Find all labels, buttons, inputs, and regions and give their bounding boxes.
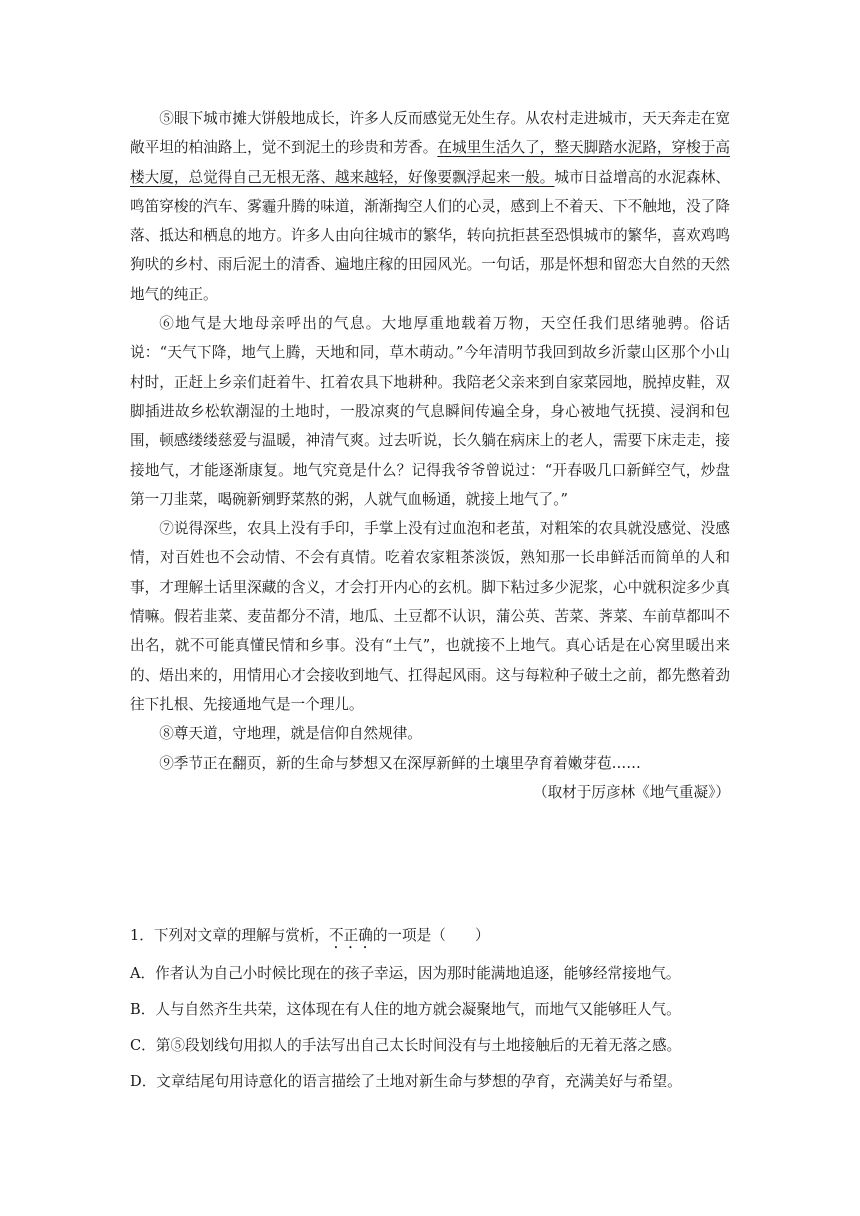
question-1 xyxy=(130,922,730,1104)
option-a: A．作者认为自己小时候比现在的孩子幸运，因为那时能满地追逐，能够经常接地气。 xyxy=(130,965,681,982)
option-d: D．文章结尾句用诗意化的语言描绘了土地对新生命与梦想的孕育，充满美好与希望。 xyxy=(130,1073,682,1090)
underlined-sentence: 在城里生活久了，整天脚踏水泥路，穿梭于高楼大厦，总觉得自己无根无落、越来越轻，好像要飘浮起来一般。 xyxy=(130,139,730,186)
paragraph-6: ⑥地气是大地母亲呼出的气息。大地厚重地载着万物，天空任我们思绪驰骋。俗话说：“天气下降，地气上腾，天地和同，草木萌动。”今年清明节我回到故乡沂蒙山区那个小山村时，正赶上乡亲们赶着牛、扛着农具下地耕种。我陪老父亲来到自家菜园地，脱掉皮鞋，双脚插进故乡松软潮湿的土地时，一股凉爽的气息瞬间传遍全身，身心被地气抚摸、浸润和包围，顿感缕缕慈爱与温暖，神清气爽。过去听说，长久躺在病床上的老人，需要下床走走，接接地气，才能逐渐康复。地气究竟是什么？记得我爷爷曾说过：“开春吸几口新鲜空气，炒盘第一刀韭菜，喝碗新剜野菜熬的粥，人就气血畅通，就接上地气了。” xyxy=(130,315,730,508)
option-c: C．第⑤段划线句用拟人的手法写出自己太长时间没有与土地接触后的无着无落之感。 xyxy=(130,1037,682,1054)
question-stem-prefix: 1．下列对文章的理解与赏析， xyxy=(130,927,330,944)
question-stem xyxy=(130,922,730,952)
source-citation: （取材于厉彦林《地气重凝》） xyxy=(532,783,730,801)
question-stem-suffix: 的一项是（ ） xyxy=(372,927,490,944)
paragraph-5-text-end: 城市日益增高的水泥森林、鸣笛穿梭的汽车、雾霾升腾的味道，渐渐掏空人们的心灵，感到上不着天、下不触地，没了降落、抵达和栖息的地方。许多人由向往城市的繁华，转向抗拒甚至恐惧城市的繁华，喜欢鸡鸣狗吠的乡村、雨后泥土的清香、遍地庄稼的田园风光。一句话，那是怀想和留恋大自然的天然地气的纯正。 xyxy=(130,168,730,303)
article-body xyxy=(130,104,730,807)
paragraph-9: ⑨季节正在翻页，新的生命与梦想又在深厚新鲜的土壤里孕育着嫩芽苞…… xyxy=(159,754,641,772)
question-emphasis: 不正确 xyxy=(329,927,373,944)
paragraph-8: ⑧尊天道，守地理，就是信仰自然规律。 xyxy=(159,725,422,743)
paragraph-7: ⑦说得深些，农具上没有手印，手掌上没有过血泡和老茧，对粗笨的农具就没感觉、没感情，对百姓也不会动情、不会有真情。吃着农家粗茶淡饭，熟知那一长串鲜活而简单的人和事，才理解土话里深藏的含义，才会打开内心的玄机。脚下粘过多少泥浆，心中就积淀多少真情嘛。假若韭菜、麦苗都分不清，地瓜、土豆都不认识，蒲公英、苦菜、荠菜、车前草都叫不出名，就不可能真懂民情和乡事。没有“土气”，也就接不上地气。真心话是在心窝里暖出来的、焐出来的，用情用心才会接收到地气、扛得起风雨。这与每粒种子破土之前，都先憋着劲往下扎根、先接通地气是一个理儿。 xyxy=(130,520,730,713)
option-b: B．人与自然齐生共荣，这体现在有人住的地方就会凝聚地气，而地气又能够旺人气。 xyxy=(130,1001,681,1018)
paragraph-5-text: ⑤眼下城市摊大饼般地成长，许多人反而感觉无处生存。从农村走进城市，天天奔走在宽敞平坦的柏油路上，觉不到泥土的珍贵和芳香。 xyxy=(130,110,730,157)
paragraph-5 xyxy=(130,104,730,309)
